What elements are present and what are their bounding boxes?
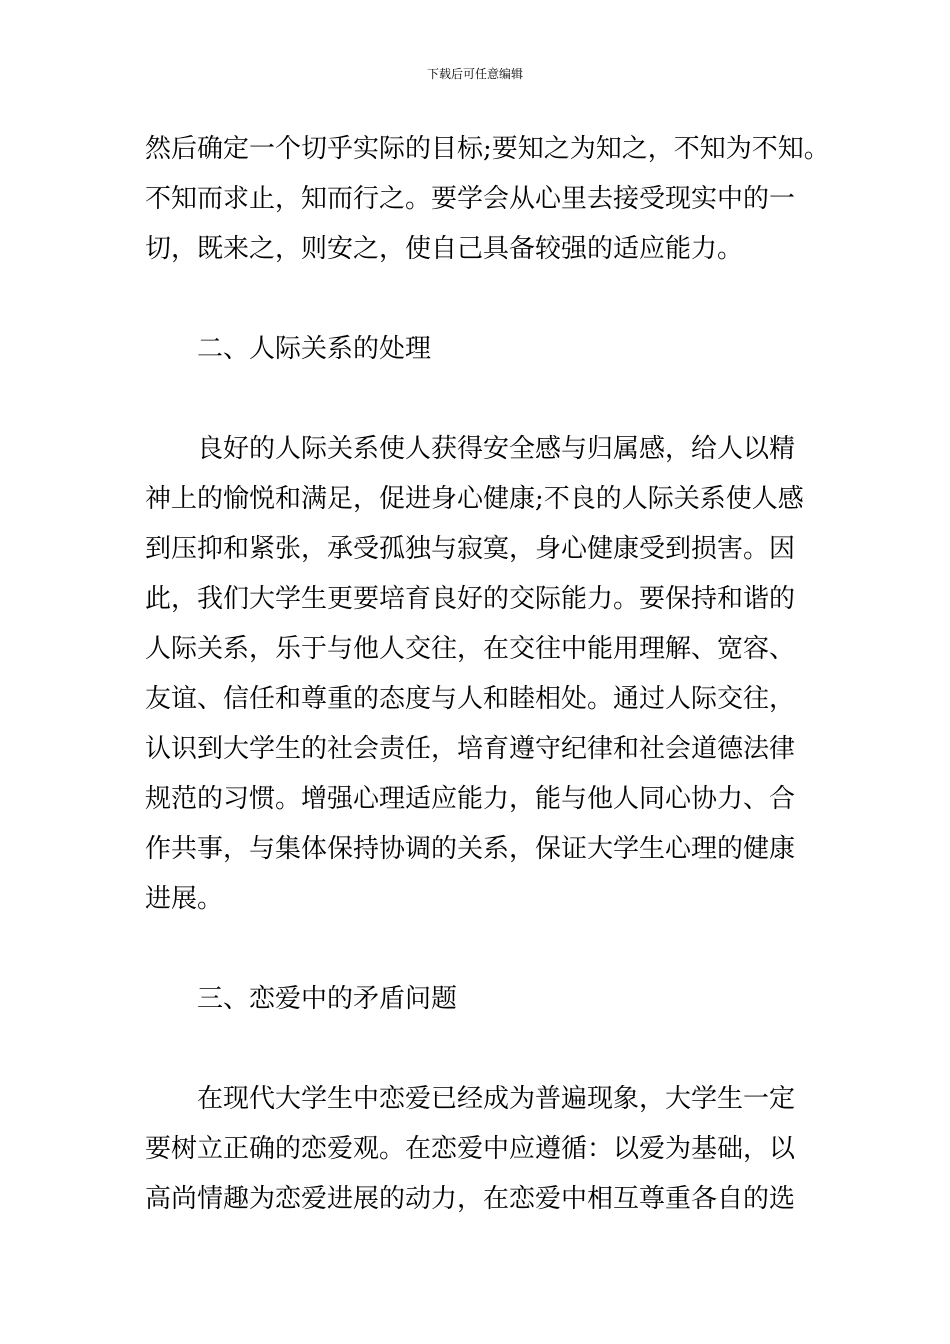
page-header: 下载后可任意编辑 [426, 67, 523, 81]
section-heading-3: 三、恋爱中的矛盾问题 [197, 984, 458, 1014]
text-line: 作共事，与集体保持协调的关系，保证大学生心理的健康 [145, 834, 796, 864]
text-line: 要树立正确的恋爱观。在恋爱中应遵循：以爱为基础，以 [145, 1134, 796, 1164]
text-line: 高尚情趣为恋爱进展的动力，在恋爱中相互尊重各自的选 [145, 1184, 796, 1214]
paragraph-interpersonal [145, 424, 815, 924]
text-line: 切，既来之，则安之，使自己具备较强的适应能力。 [145, 234, 744, 264]
text-line: 神上的愉悦和满足，促进身心健康;不良的人际关系使人感 [145, 484, 804, 514]
section-heading-2: 二、人际关系的处理 [197, 334, 432, 364]
text-line: 认识到大学生的社会责任，培育遵守纪律和社会道德法律 [145, 734, 796, 764]
text-line: 不知而求止，知而行之。要学会从心里去接受现实中的一 [145, 184, 796, 214]
text-line: 友谊、信任和尊重的态度与人和睦相处。通过人际交往， [145, 684, 796, 714]
paragraph-gap [145, 1024, 815, 1074]
text-line: 良好的人际关系使人获得安全感与归属感，给人以精 [197, 434, 796, 464]
paragraph-continued [145, 124, 830, 274]
paragraph-gap [145, 374, 815, 424]
paragraph-love [145, 1074, 815, 1224]
text-line: 然后确定一个切乎实际的目标;要知之为知之，不知为不知。 [145, 134, 830, 164]
text-line: 在现代大学生中恋爱已经成为普遍现象，大学生一定 [197, 1084, 796, 1114]
text-line: 此，我们大学生更要培育良好的交际能力。要保持和谐的 [145, 584, 796, 614]
text-line: 到压抑和紧张，承受孤独与寂寞，身心健康受到损害。因 [145, 534, 796, 564]
paragraph-gap [145, 924, 815, 974]
paragraph-gap [145, 274, 815, 324]
text-line: 进展。 [145, 884, 224, 914]
text-line: 人际关系，乐于与他人交往，在交往中能用理解、宽容、 [145, 634, 796, 664]
document-body [145, 124, 830, 1224]
text-line: 规范的习惯。增强心理适应能力，能与他人同心协力、合 [145, 784, 796, 814]
